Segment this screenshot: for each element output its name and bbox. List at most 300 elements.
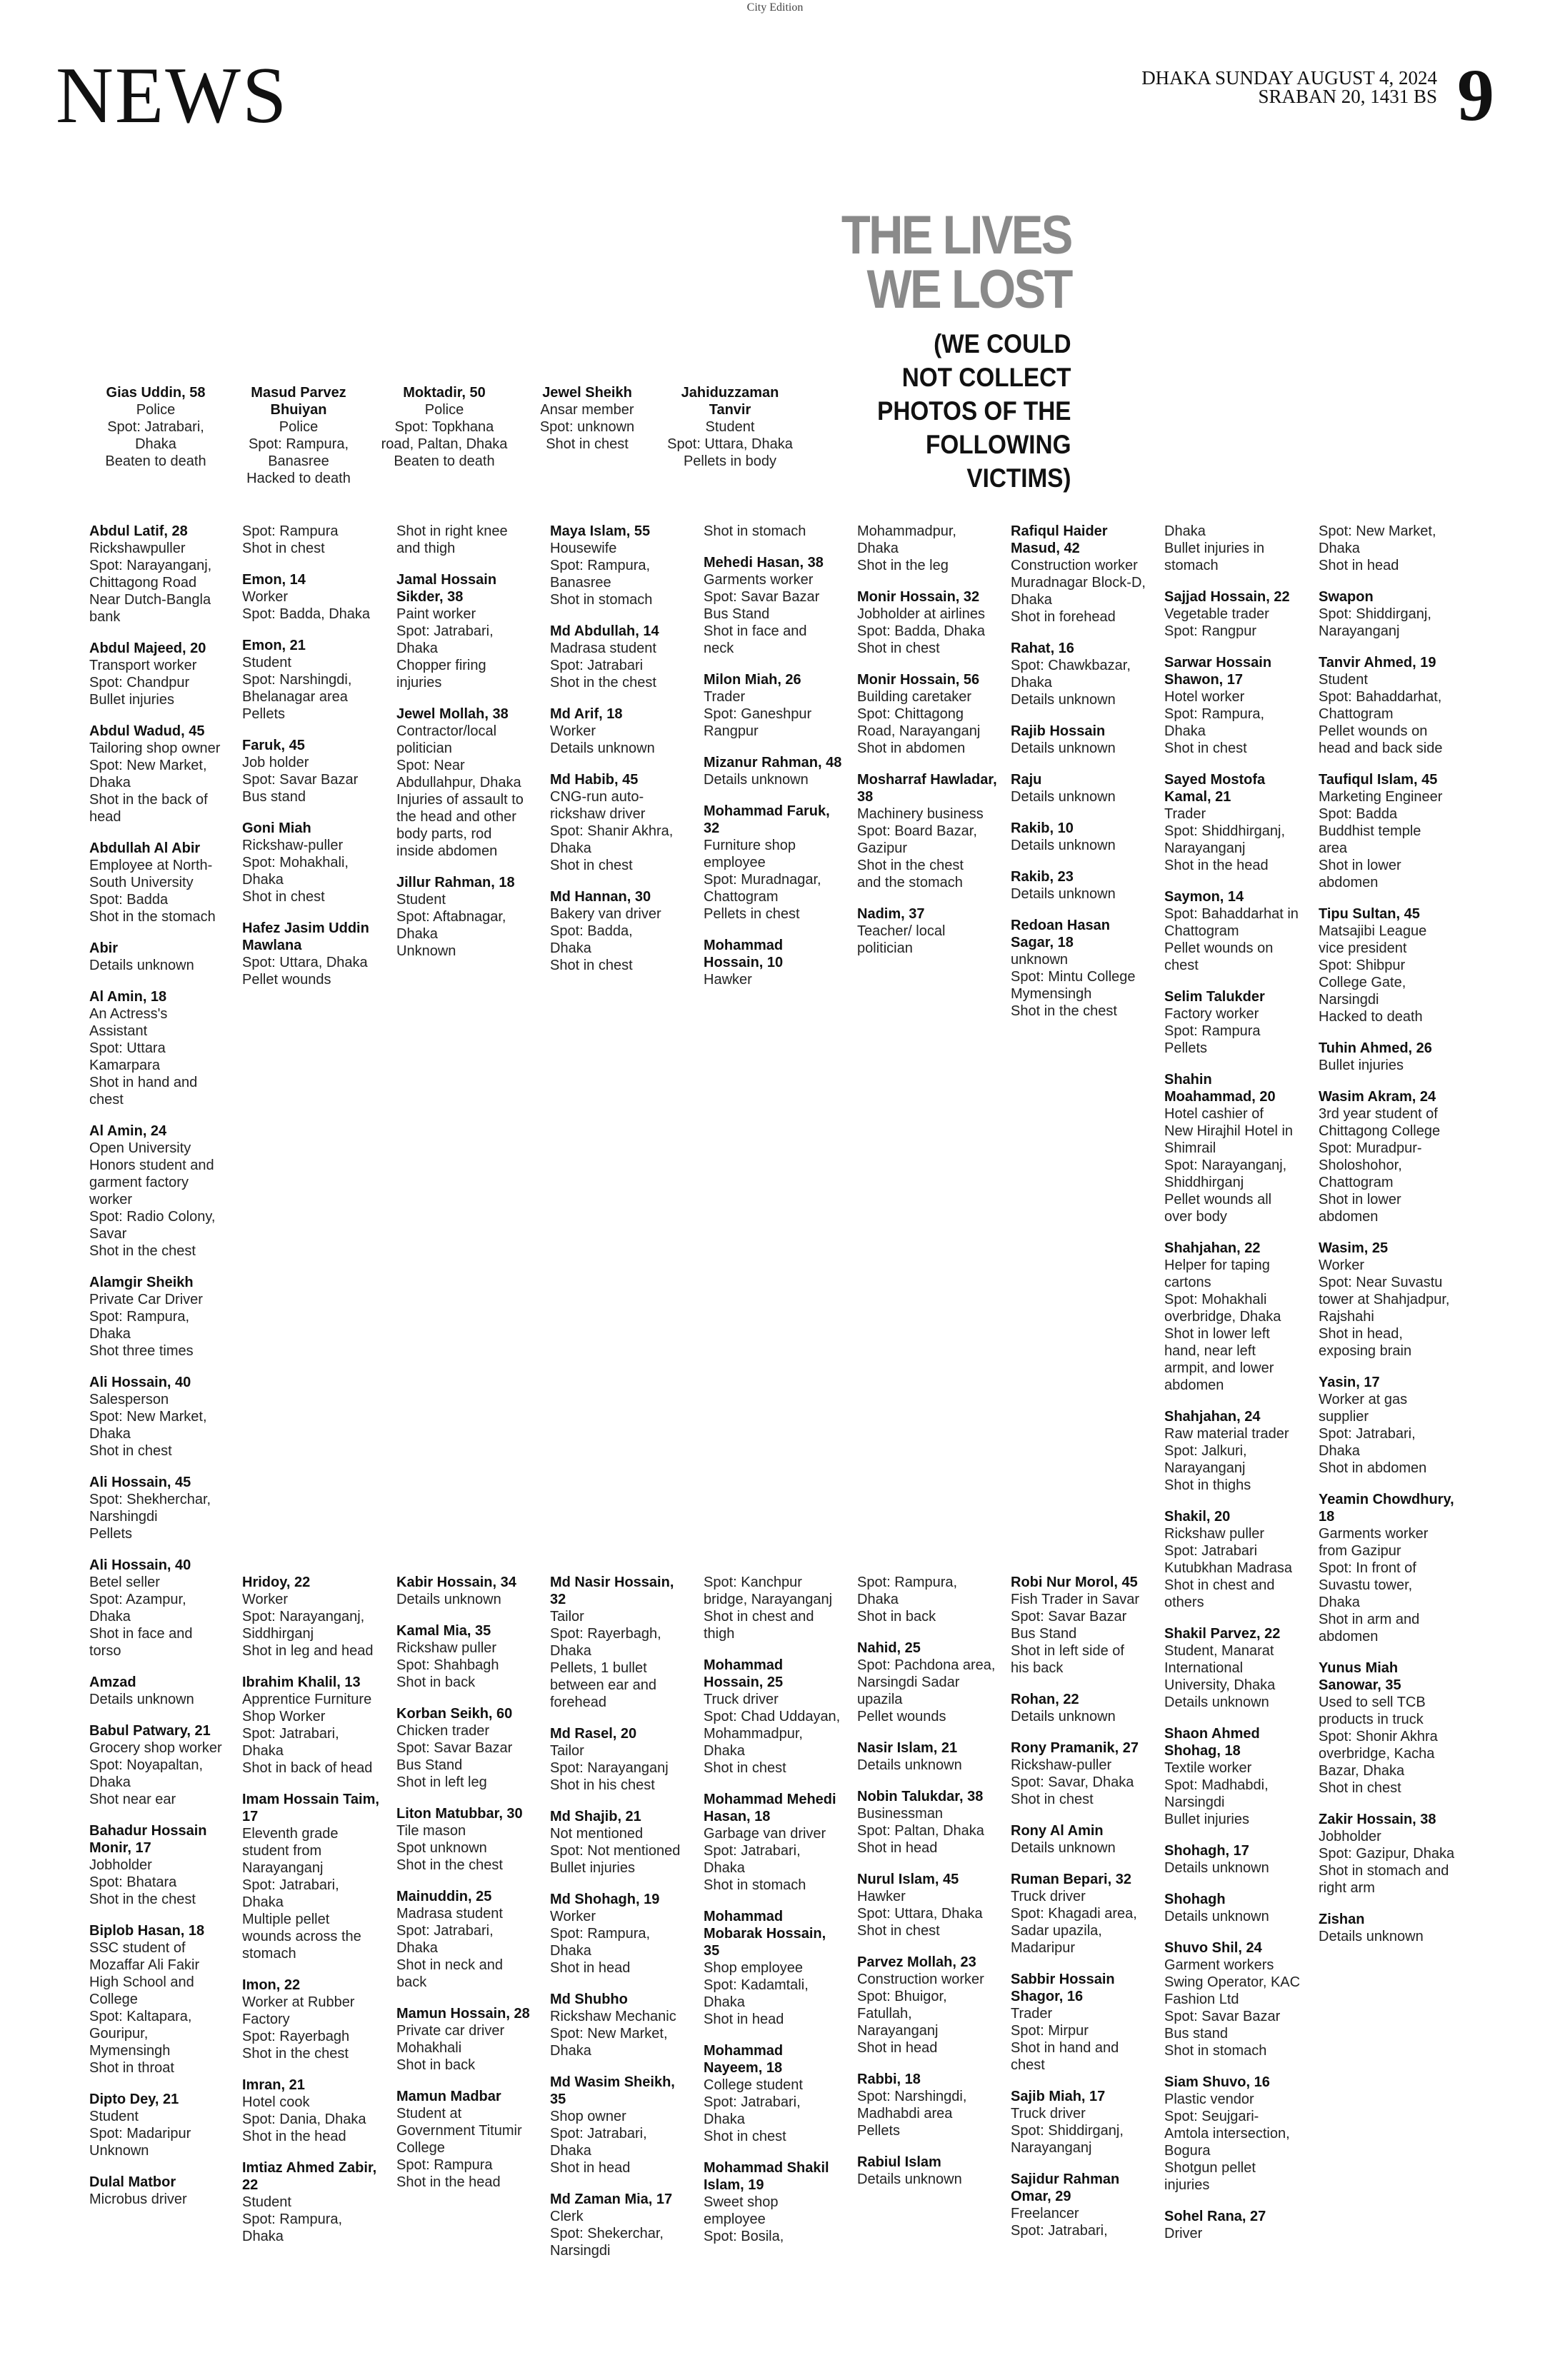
featured-victim	[373, 384, 516, 470]
victim-detail: Spot: Rampura	[242, 523, 339, 539]
victim-detail: Madrasa student	[550, 641, 656, 656]
victim-detail: Narayanganj	[857, 2023, 939, 2039]
victim-detail: Shot in chest	[1011, 1792, 1094, 1807]
victim-entry	[89, 2091, 229, 2159]
victim-entry	[550, 771, 690, 874]
subheadline-line: NOT COLLECT	[902, 363, 1071, 392]
victim-detail: garment factory	[89, 1175, 189, 1190]
victim-entry	[396, 706, 536, 860]
victim-name: Mainuddin, 25	[396, 1889, 492, 1904]
victim-name: Kabir Hossain, 34	[396, 1575, 516, 1590]
victim-name: Shohagh, 17	[1164, 1843, 1249, 1859]
victim-detail: Shot in forehead	[1011, 609, 1116, 625]
victim-entry	[1011, 1739, 1151, 1808]
victim-name: Tanvir Ahmed, 19	[1319, 655, 1436, 671]
victim-name: Sabbir Hossain Shagor, 16	[1011, 1972, 1115, 2004]
victim-detail: Spot: Jatrabari	[1164, 1543, 1258, 1559]
victim-detail: Shot in right knee	[396, 523, 508, 539]
victim-detail: Teacher/ local	[857, 923, 946, 939]
victim-entry	[1011, 917, 1151, 1020]
victim-entry	[550, 2074, 690, 2176]
victim-name: Md Arif, 18	[550, 706, 623, 722]
victim-name: Ibrahim Khalil, 13	[242, 1674, 361, 1690]
victim-entry	[704, 1574, 844, 1642]
victim-detail: Shot in head	[550, 2160, 631, 2176]
victim-name: Maya Islam, 55	[550, 523, 651, 539]
victim-detail: Bazar, Dhaka	[1319, 1763, 1405, 1779]
victim-detail: others	[1164, 1595, 1204, 1610]
victim-detail: Private car driver	[396, 2023, 505, 2039]
victim-detail: Spot: Near	[396, 758, 465, 773]
victim-detail: Spot: Badda,	[550, 923, 633, 939]
victim-detail: employee	[704, 2211, 766, 2227]
victims-column	[396, 1574, 536, 2205]
victim-entry	[550, 623, 690, 691]
victim-name: Rony Pramanik, 27	[1011, 1740, 1139, 1756]
victim-detail: Chittagong College	[1319, 1123, 1441, 1139]
victim-entry	[1164, 588, 1304, 640]
victim-detail: Hawker	[857, 1889, 906, 1904]
victim-detail: Details unknown	[1011, 886, 1116, 902]
victim-detail: Shop employee	[704, 1960, 803, 1976]
victim-detail: Shot in the head	[1164, 858, 1269, 873]
victim-detail: Garments worker	[704, 572, 814, 588]
victim-name: Sajidur Rahman Omar, 29	[1011, 2171, 1120, 2204]
victim-detail: Clerk	[550, 2209, 584, 2224]
victim-name: Mohammad Hossain, 10	[704, 938, 784, 970]
victim-detail: Dhaka	[1011, 592, 1052, 608]
victim-name: Shahjahan, 24	[1164, 1409, 1261, 1425]
victim-detail: Transport worker	[89, 658, 197, 673]
victim-detail: Narsingdi Sadar	[857, 1674, 960, 1690]
victim-detail: Spot: Radio Colony,	[89, 1209, 216, 1225]
victim-detail: Narayanganj	[1164, 840, 1246, 856]
victim-name: Abdul Wadud, 45	[89, 723, 205, 739]
victim-name: Tuhin Ahmed, 26	[1319, 1040, 1432, 1056]
victim-detail: Salesperson	[89, 1392, 169, 1407]
victim-name: Md Zaman Mia, 17	[550, 2191, 673, 2207]
victim-detail: Details unknown	[550, 740, 655, 756]
victim-detail: Shot in back	[396, 1674, 476, 1690]
victim-name: Mehedi Hasan, 38	[704, 555, 824, 571]
victim-detail: Spot: Narshingdi,	[857, 2089, 967, 2104]
victim-name: Rakib, 10	[1011, 820, 1074, 836]
victim-detail: Spot: New Market,	[550, 2026, 668, 2042]
victim-name: Gias Uddin, 58	[106, 385, 206, 401]
victim-detail: Worker	[242, 1592, 289, 1607]
victim-entry	[1164, 1891, 1304, 1925]
victim-entry	[857, 1954, 997, 2057]
victim-detail: abdomen	[1319, 875, 1379, 890]
victim-detail: politician	[396, 740, 452, 756]
victim-name: Al Amin, 18	[89, 989, 167, 1005]
headline	[841, 205, 1071, 320]
victim-detail: Spot: Shibpur	[1319, 958, 1406, 973]
victim-detail: Details unknown	[1011, 692, 1116, 708]
victim-detail: Private Car Driver	[89, 1292, 203, 1307]
victim-detail: road, Paltan, Dhaka	[381, 436, 508, 452]
victim-name: Sarwar Hossain Shawon, 17	[1164, 655, 1272, 688]
victim-entry	[857, 1788, 997, 1857]
victim-name: Emon, 14	[242, 572, 306, 588]
victim-name: Siam Shuvo, 16	[1164, 2074, 1270, 2090]
victim-detail: Mozaffar Ali Fakir	[89, 1957, 200, 1973]
victim-detail: Shot in chest	[857, 1923, 940, 1939]
victim-entry	[704, 1908, 844, 2028]
victim-detail: Student	[1319, 672, 1368, 688]
victims-column	[1011, 523, 1151, 1034]
victim-entry	[1164, 1071, 1304, 1225]
victim-entry	[1164, 2208, 1304, 2242]
victim-detail: Spot: Paltan, Dhaka	[857, 1823, 984, 1839]
victim-name: Wasim, 25	[1319, 1240, 1389, 1256]
victim-entry	[857, 1739, 997, 1774]
victim-detail: Narsingdi	[1164, 1794, 1225, 1810]
victim-name: Nobin Talukdar, 38	[857, 1789, 984, 1804]
victim-entry	[550, 1991, 690, 2059]
victim-entry	[242, 2077, 382, 2145]
victim-entry	[396, 571, 536, 691]
victim-detail: Shot in the head	[396, 2174, 501, 2190]
victim-detail: Spot: Shonir Akhra	[1319, 1729, 1438, 1744]
victim-entry	[1164, 771, 1304, 874]
victim-detail: Shot in the chest	[550, 675, 656, 691]
victim-detail: Spot: Mohakhali,	[242, 855, 349, 870]
victims-column	[857, 1574, 997, 2202]
victim-detail: Shot in face and	[704, 623, 807, 639]
victim-detail: Dhaka	[1164, 723, 1206, 739]
victim-detail: Shimrail	[1164, 1140, 1216, 1156]
victim-name: Md Shohagh, 19	[550, 1892, 660, 1907]
victim-detail: Details unknown	[1164, 1909, 1269, 1924]
victim-detail: injuries	[1164, 2177, 1210, 2193]
victim-detail: Rangpur	[704, 723, 759, 739]
victim-entry	[242, 737, 382, 805]
victim-detail: Shot in chest	[550, 858, 633, 873]
victim-detail: Spot: Aftabnagar,	[396, 909, 506, 925]
victim-entry	[857, 671, 997, 757]
victim-detail: Rickshawpuller	[89, 541, 186, 556]
victim-detail: Mohakhali	[396, 2040, 462, 2056]
victim-entry	[704, 554, 844, 657]
victim-detail: Dhaka	[550, 1943, 591, 1959]
victim-detail: Hacked to death	[246, 471, 351, 486]
victim-detail: Spot: Chad Uddayan,	[704, 1709, 841, 1724]
victim-detail: Shiddhirganj	[1164, 1175, 1244, 1190]
victim-detail: An Actress's	[89, 1006, 168, 1022]
victim-detail: Spot: Uttara	[89, 1040, 166, 1056]
victim-entry	[704, 754, 844, 788]
victim-detail: Shot in stomach and	[1319, 1863, 1449, 1879]
victim-detail: chest	[89, 1092, 124, 1108]
victims-column	[704, 523, 844, 1003]
page-number: 9	[1457, 54, 1494, 136]
victim-name: Imon, 22	[242, 1977, 301, 1993]
victim-name: Milon Miah, 26	[704, 672, 801, 688]
victim-detail: Injuries of assault to	[396, 792, 524, 808]
victim-detail: Unknown	[396, 943, 456, 959]
victim-name: Biplob Hasan, 18	[89, 1923, 205, 1939]
victim-detail: Unknown	[89, 2143, 149, 2159]
victim-detail: Details unknown	[89, 1692, 194, 1707]
victim-detail: College	[89, 1992, 138, 2007]
victim-detail: Spot: Chandpur	[89, 675, 190, 691]
victim-entry	[1319, 1660, 1459, 1797]
victim-detail: Rickshaw puller	[1164, 1526, 1265, 1542]
victim-name: Abir	[89, 940, 118, 956]
victim-entry	[89, 1922, 229, 2077]
victim-name: Masud Parvez Bhuiyan	[251, 385, 346, 418]
victim-detail: Gazipur	[857, 840, 908, 856]
victim-entry	[1011, 2171, 1151, 2239]
victim-name: Amzad	[89, 1674, 136, 1690]
victim-detail: Dhaka	[857, 1592, 899, 1607]
victim-detail: Spot: Rampura,	[1164, 706, 1265, 722]
victim-detail: Spot: Jatrabari,	[242, 1726, 339, 1742]
victim-detail: Dhaka	[1319, 1443, 1360, 1459]
victim-detail: hand, near left	[1164, 1343, 1256, 1359]
victim-detail: Shot in head,	[1319, 1326, 1403, 1342]
subheadline-line: FOLLOWING	[926, 430, 1071, 459]
victim-detail: Shot in leg and head	[242, 1643, 374, 1659]
victim-entry	[1319, 654, 1459, 757]
victim-entry	[396, 1574, 536, 1608]
victims-column	[1011, 1574, 1151, 2254]
victim-detail: Spot unknown	[396, 1840, 487, 1856]
victim-detail: Truck driver	[704, 1692, 779, 1707]
victim-detail: Student	[242, 2194, 291, 2210]
victim-detail: Trader	[704, 689, 746, 705]
victim-detail: Spot: Jatrabari,	[396, 1923, 494, 1939]
victim-detail: Bogura	[1164, 2143, 1211, 2159]
victim-detail: Shot in stomach	[550, 592, 653, 608]
victim-detail: Dhaka	[550, 2143, 591, 2159]
victim-detail: Dhaka	[704, 2112, 745, 2127]
victim-name: Nasir Islam, 21	[857, 1740, 958, 1756]
victim-name: Yasin, 17	[1319, 1375, 1380, 1390]
victim-detail: Shot in chest	[1164, 740, 1247, 756]
victim-entry	[1319, 1491, 1459, 1645]
victim-detail: South University	[89, 875, 194, 890]
victim-detail: Spot: Bahaddarhat,	[1319, 689, 1442, 705]
victim-detail: Shot in the leg	[857, 558, 949, 573]
victim-detail: Pellet wounds on	[1164, 940, 1274, 956]
victim-detail: Spot: Khagadi area,	[1011, 1906, 1137, 1922]
victim-entry	[89, 1822, 229, 1908]
victim-detail: Chattogram	[704, 889, 779, 905]
victim-detail: Honors student and	[89, 1158, 214, 1173]
victim-detail: Spot: Badda	[89, 892, 169, 908]
victim-entry	[1164, 1508, 1304, 1611]
victim-detail: abdomen	[1319, 1629, 1379, 1645]
victim-entry	[1319, 905, 1459, 1025]
victim-detail: Spot: Kanchpur	[704, 1575, 802, 1590]
victim-name: Monir Hossain, 32	[857, 589, 980, 605]
victim-detail: Spot: Narayanganj,	[1164, 1158, 1287, 1173]
victim-detail: Multiple pellet	[242, 1912, 330, 1927]
victim-detail: Spot: Bhatara	[89, 1874, 177, 1890]
victim-detail: Bus Stand	[704, 606, 770, 622]
victim-detail: Jobholder	[1319, 1829, 1381, 1844]
victim-detail: Shot in head	[550, 1960, 631, 1976]
victim-detail: Savar	[89, 1226, 127, 1242]
victim-entry	[242, 1574, 382, 1660]
victim-detail: Employee at North-	[89, 858, 213, 873]
victim-detail: Pellet wounds all	[1164, 1192, 1272, 1207]
victim-detail: Spot: Rayerbagh	[242, 2029, 350, 2044]
victim-detail: Dhaka	[704, 1994, 745, 2010]
victim-detail: Madaripur	[1011, 1940, 1076, 1956]
victim-detail: Shot in stomach	[704, 523, 806, 539]
victim-detail: Shot in back	[396, 2057, 476, 2073]
victim-name: Wasim Akram, 24	[1319, 1089, 1436, 1105]
victim-detail: injuries	[396, 675, 442, 691]
victim-detail: Not mentioned	[550, 1826, 644, 1842]
victim-name: Imam Hossain Taim, 17	[242, 1792, 379, 1824]
victim-detail: Siddhirganj	[242, 1626, 314, 1642]
victim-name: Rajib Hossain	[1011, 723, 1106, 739]
victim-detail: Spot: Rampura,	[550, 558, 651, 573]
victim-detail: Dhaka	[1164, 523, 1206, 539]
victim-entry	[704, 2159, 844, 2245]
victim-name: Faruk, 45	[242, 738, 305, 753]
victim-detail: Shot in his chest	[550, 1777, 655, 1793]
victim-detail: inside abdomen	[396, 843, 498, 859]
victim-detail: Worker	[550, 1909, 596, 1924]
victim-detail: Madrasa student	[396, 1906, 503, 1922]
victim-detail: Shot in arm and	[1319, 1612, 1420, 1627]
victim-detail: Spot: Board Bazar,	[857, 823, 977, 839]
victim-name: Nurul Islam, 45	[857, 1872, 959, 1887]
victim-detail: Shot in head	[857, 2040, 938, 2056]
victim-detail: Narshingdi	[89, 1509, 158, 1525]
victim-detail: Fish Trader in Savar	[1011, 1592, 1140, 1607]
victim-detail: Details unknown	[704, 772, 809, 788]
victim-name: Al Amin, 24	[89, 1123, 167, 1139]
victim-detail: Paint worker	[396, 606, 476, 622]
victim-detail: Job holder	[242, 755, 309, 770]
victim-name: Bahadur Hossain Monir, 17	[89, 1823, 207, 1856]
victim-detail: College Gate,	[1319, 975, 1406, 990]
victim-detail: Narayanganj	[242, 1860, 324, 1876]
victim-detail: Spot: Shahbagh	[396, 1657, 499, 1673]
victim-detail: Jobholder at airlines	[857, 606, 985, 622]
victim-detail: Apprentice Furniture	[242, 1692, 372, 1707]
victim-detail: Tailor	[550, 1609, 584, 1625]
victim-detail: Mymensingh	[89, 2043, 171, 2059]
victim-name: Rabbi, 18	[857, 2072, 921, 2087]
victim-detail: Spot: Jatrabari,	[550, 2126, 647, 2142]
victim-detail: Rickshaw puller	[396, 1640, 497, 1656]
victim-detail: Furniture shop	[704, 838, 796, 853]
victim-detail: Shot in chest	[550, 958, 633, 973]
victim-detail: Spot: Not mentioned	[550, 1843, 681, 1859]
victim-detail: Dhaka	[89, 1774, 131, 1790]
victim-detail: Sadar upazila,	[1011, 1923, 1102, 1939]
victim-entry	[704, 523, 844, 540]
victim-entry	[1319, 1040, 1459, 1074]
victim-detail: Chicken trader	[396, 1723, 490, 1739]
victim-detail: Shot in the chest	[1011, 1003, 1117, 1019]
victim-name: Imtiaz Ahmed Zabir, 22	[242, 2160, 377, 2193]
victim-entry	[89, 940, 229, 974]
victim-detail: Rickshaw Mechanic	[550, 2009, 676, 2024]
victim-detail: Shot in head	[857, 1840, 938, 1856]
victim-detail: Dhaka	[1319, 1595, 1360, 1610]
victim-detail: Spot: Mintu College	[1011, 969, 1136, 985]
victim-detail: Plastic vendor	[1164, 2092, 1254, 2107]
victim-detail: his back	[1011, 1660, 1064, 1676]
victim-detail: Construction worker	[1011, 558, 1138, 573]
victim-entry	[1164, 1939, 1304, 2059]
victim-entry	[704, 2042, 844, 2145]
victim-entry	[1319, 1811, 1459, 1897]
victim-entry	[704, 671, 844, 740]
victim-detail: Shot in the stomach	[89, 909, 216, 925]
victim-detail: Spot: Shanir Akhra,	[550, 823, 674, 839]
victim-entry	[1319, 1088, 1459, 1225]
victim-detail: Bullet injuries	[89, 692, 174, 708]
subheadline	[878, 327, 1071, 495]
victim-detail: Spot: Jatrabari,	[107, 419, 204, 435]
victim-detail: Worker	[1319, 1257, 1365, 1273]
victim-entry	[89, 523, 229, 626]
victim-name: Md Hannan, 30	[550, 889, 651, 905]
victim-detail: Details unknown	[396, 1592, 501, 1607]
victim-entry	[89, 1374, 229, 1460]
victim-detail: abdomen	[1319, 1209, 1379, 1225]
victim-detail: Spot: Shiddhirganj,	[1164, 823, 1286, 839]
victim-detail: Ansar member	[540, 402, 634, 418]
victim-detail: Dhaka	[857, 541, 899, 556]
victim-detail: Worker at gas	[1319, 1392, 1408, 1407]
victim-entry	[1011, 723, 1151, 757]
victim-detail: Hotel cook	[242, 2094, 310, 2110]
victim-detail: Beaten to death	[105, 453, 206, 469]
victim-name: Sajib Miah, 17	[1011, 2089, 1106, 2104]
victim-entry	[1011, 523, 1151, 626]
victim-detail: College student	[704, 2077, 803, 2093]
victim-name: Tipu Sultan, 45	[1319, 906, 1420, 922]
victims-column	[396, 523, 536, 974]
victim-detail: Pellets	[242, 706, 286, 722]
victim-detail: Shot three times	[89, 1343, 194, 1359]
victim-detail: Hacked to death	[1319, 1009, 1423, 1025]
victim-detail: Bullet injuries	[550, 1860, 635, 1876]
victim-detail: Road, Narayanganj	[857, 723, 981, 739]
victim-name: Dipto Dey, 21	[89, 2092, 179, 2107]
victim-detail: Shot in the back of	[89, 792, 208, 808]
victim-detail: stomach	[242, 1946, 296, 1962]
victim-detail: Spot: Jatrabari,	[704, 2094, 801, 2110]
victim-detail: Dhaka	[242, 1894, 284, 1910]
victim-detail: from Gazipur	[1319, 1543, 1401, 1559]
victim-detail: Spot: Shekherchar,	[89, 1492, 211, 1507]
victim-detail: Spot: In front of	[1319, 1560, 1416, 1576]
victim-detail: Police	[279, 419, 319, 435]
victim-detail: Government Titumir	[396, 2123, 522, 2139]
victim-name: Liton Matubbar, 30	[396, 1806, 523, 1822]
dateline	[1141, 69, 1437, 106]
victim-detail: Building caretaker	[857, 689, 972, 705]
victim-detail: upazila	[857, 1692, 903, 1707]
victim-detail: Microbus driver	[89, 2191, 187, 2207]
victim-name: Parvez Mollah, 23	[857, 1954, 976, 1970]
victim-entry	[550, 706, 690, 757]
victim-name: Zakir Hossain, 38	[1319, 1812, 1436, 1827]
victim-detail: Chittagong Road	[89, 575, 197, 591]
victim-detail: Trader	[1011, 2006, 1053, 2022]
